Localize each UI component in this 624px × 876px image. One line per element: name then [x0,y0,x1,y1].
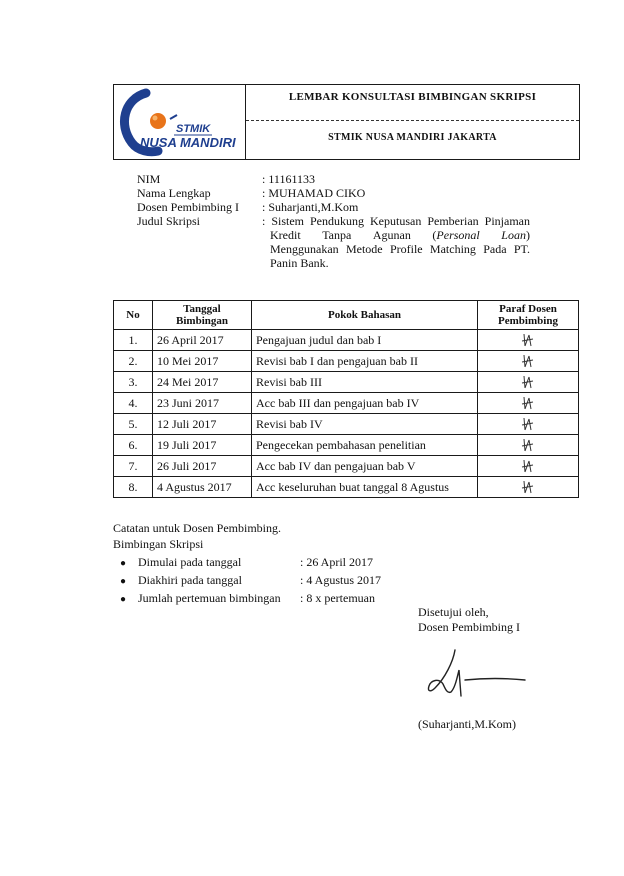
advisor-signature-name: (Suharjanti,M.Kom) [418,717,516,731]
table-row [114,414,579,435]
row-no: 6. [114,435,153,456]
thesis-title-word-kredit: Kredit [270,228,301,242]
nim-value: : 11161133 [262,172,315,186]
paraf-signature-icon [521,332,535,348]
row-no: 4. [114,393,153,414]
row-date: 26 April 2017 [153,330,252,351]
name-label: Nama Lengkap [137,186,211,200]
column-header-date: Tanggal Bimbingan [153,301,252,330]
row-no: 2. [114,351,153,372]
column-header-paraf: Paraf Dosen Pembimbing [478,301,579,330]
row-paraf [478,435,579,456]
row-topic: Acc bab III dan pengajuan bab IV [252,393,478,414]
table-row [114,477,579,498]
notes-item [120,590,126,608]
row-date: 19 Juli 2017 [153,435,252,456]
row-date: 26 Juli 2017 [153,456,252,477]
bullet-icon: ● [120,594,127,605]
row-date: 12 Juli 2017 [153,414,252,435]
paraf-signature-icon [521,353,535,369]
row-paraf [478,393,579,414]
notes-item-value: : 26 April 2017 [300,555,374,569]
notes-item-label: Diakhiri pada tanggal [138,573,242,587]
paraf-signature-icon [521,395,535,411]
approval-line-2: Dosen Pembimbing I [418,620,520,634]
row-topic: Acc bab IV dan pengajuan bab V [252,456,478,477]
row-date: 4 Agustus 2017 [153,477,252,498]
row-no: 1. [114,330,153,351]
logo-text-bottom: NUSA MANDIRI [140,135,236,150]
stmik-logo [114,85,246,159]
row-date: 23 Juni 2017 [153,393,252,414]
table-row [114,456,579,477]
notes-item-label: Jumlah pertemuan bimbingan [138,591,281,605]
row-no: 7. [114,456,153,477]
row-no: 5. [114,414,153,435]
thesis-title-line-4: Panin Bank. [270,256,329,270]
nim-label: NIM [137,172,161,186]
table-row [114,330,579,351]
paraf-signature-icon [521,458,535,474]
row-no: 8. [114,477,153,498]
thesis-title-word-agunan: Agunan [372,228,411,242]
table-row [114,393,579,414]
notes-item [120,572,126,590]
table-header-row [114,301,579,330]
bullet-icon: ● [120,558,127,569]
notes-item-value: : 8 x pertemuan [300,591,375,605]
row-no: 3. [114,372,153,393]
row-topic: Pengajuan judul dan bab I [252,330,478,351]
notes-item [120,554,126,572]
thesis-title-line-3: Menggunakan Metode Profile Matching Pada PT. [270,242,530,256]
notes-item-label: Dimulai pada tanggal [138,555,242,569]
thesis-title-personal-loan: (Personal [432,228,480,242]
column-header-no: No [114,301,153,330]
consultation-table [113,300,579,498]
paraf-signature-icon [521,479,535,495]
approval-line-1: Disetujui oleh, [418,605,489,619]
logo-text-top: STMIK [176,123,211,135]
advisor-value: : Suharjanti,M.Kom [262,200,359,214]
thesis-title-loan: Loan) [501,228,530,242]
table-row [114,372,579,393]
advisor-label: Dosen Pembimbing I [137,200,239,214]
row-paraf [478,372,579,393]
thesis-title-label: Judul Skripsi [137,214,201,228]
row-paraf [478,351,579,372]
notes-subheading: Bimbingan Skripsi [113,537,204,551]
row-paraf [478,456,579,477]
row-paraf [478,330,579,351]
row-paraf [478,477,579,498]
thesis-title-line-1: : Sistem Pendukung Keputusan Pemberian Pinjaman [262,214,530,228]
institution-name: STMIK NUSA MANDIRI JAKARTA [328,132,497,143]
row-topic: Revisi bab IV [252,414,478,435]
row-topic: Pengecekan pembahasan penelitian [252,435,478,456]
handwritten-signature-icon [425,648,535,700]
thesis-title-line-2 [270,228,530,242]
notes-item-value: : 4 Agustus 2017 [300,573,382,587]
column-header-topic: Pokok Bahasan [252,301,478,330]
row-topic: Revisi bab I dan pengajuan bab II [252,351,478,372]
paraf-signature-icon [521,437,535,453]
document-header [113,84,580,160]
notes-heading: Catatan untuk Dosen Pembimbing. [113,521,281,535]
row-paraf [478,414,579,435]
document-title: LEMBAR KONSULTASI BIMBINGAN SKRIPSI [246,85,579,121]
name-value: : MUHAMAD CIKO [262,186,366,200]
table-row [114,351,579,372]
paraf-signature-icon [521,374,535,390]
row-date: 24 Mei 2017 [153,372,252,393]
table-row [114,435,579,456]
stmik-logo-graphic [114,85,245,159]
row-topic: Acc keseluruhan buat tanggal 8 Agustus [252,477,478,498]
row-date: 10 Mei 2017 [153,351,252,372]
paraf-signature-icon [521,416,535,432]
thesis-title-word-tanpa: Tanpa [322,228,352,242]
row-topic: Revisi bab III [252,372,478,393]
bullet-icon: ● [120,576,127,587]
